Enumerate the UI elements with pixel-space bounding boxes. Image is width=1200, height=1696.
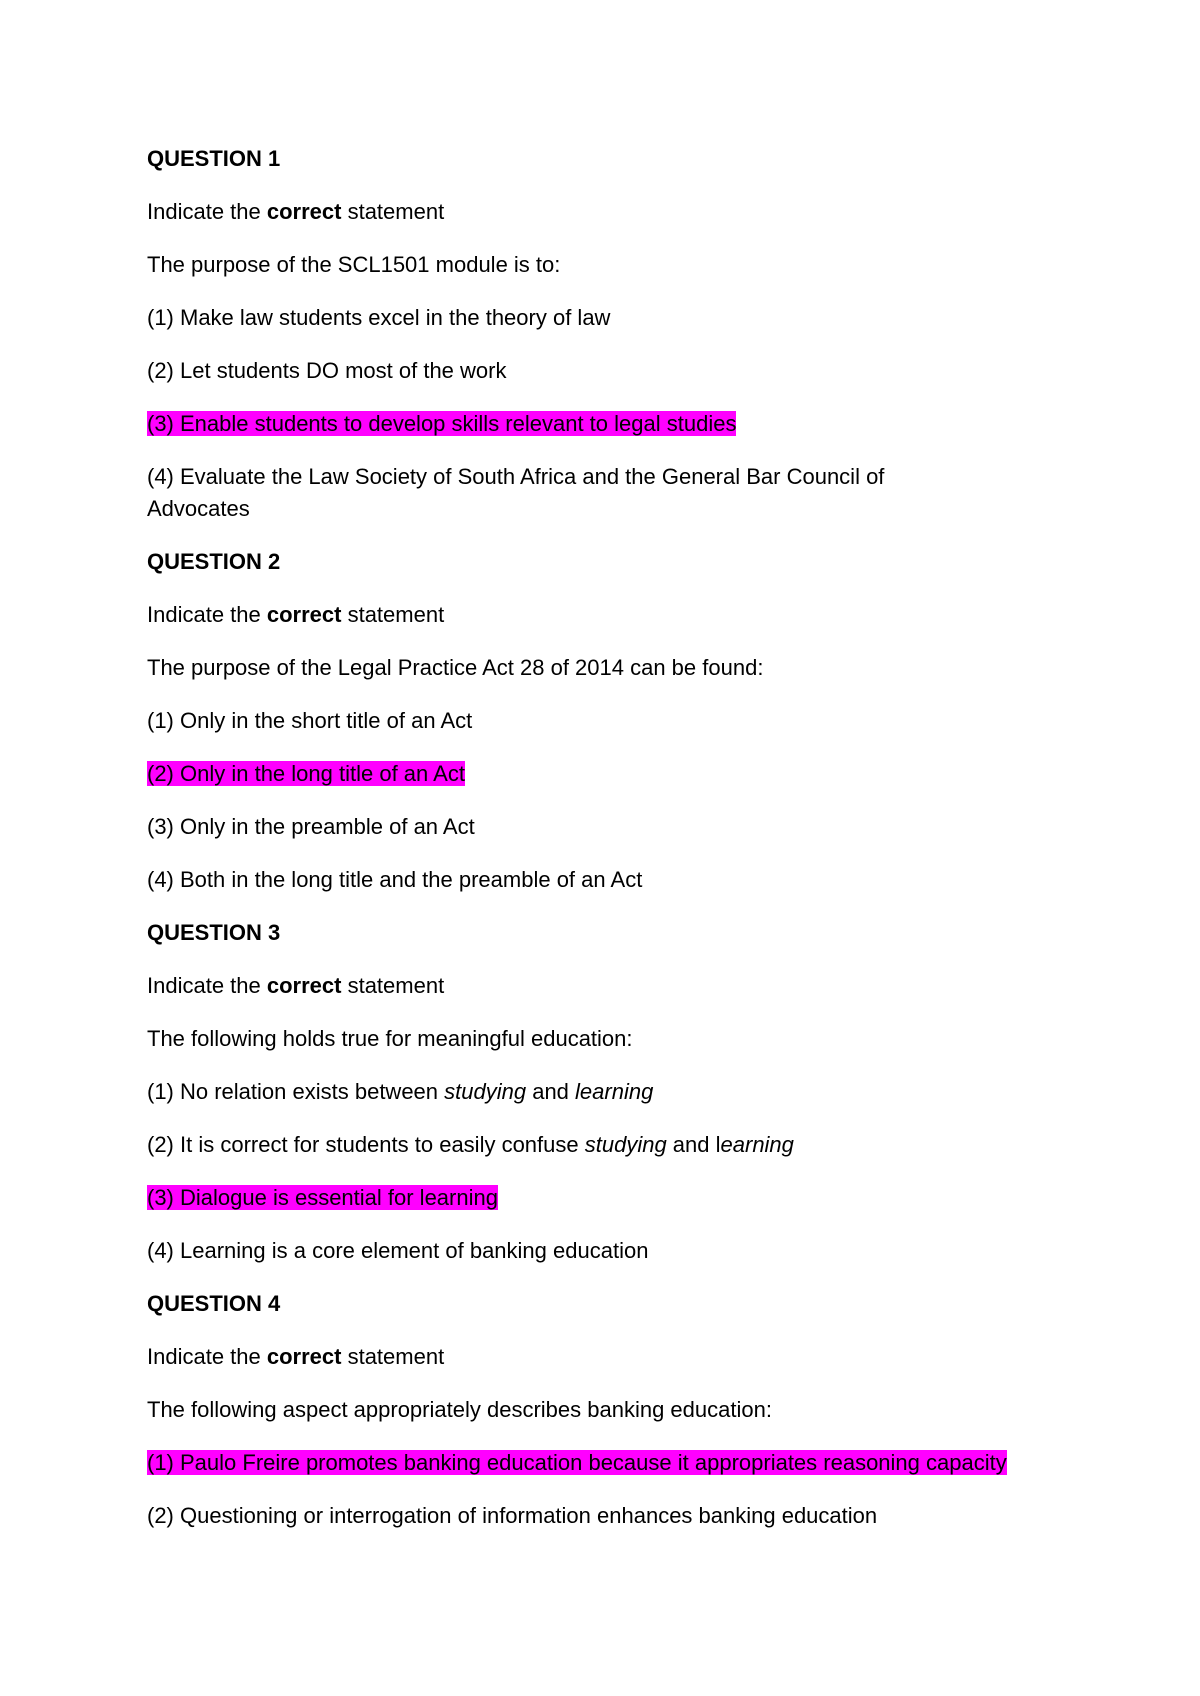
question-3-option-3: [147, 1182, 1007, 1214]
question-1-option-2: (2) Let students DO most of the work: [147, 358, 507, 383]
question-4-option-1: [147, 1447, 1017, 1479]
question-2-option-3: (3) Only in the preamble of an Act: [147, 814, 475, 839]
question-3-option-2: (2) It is correct for students to easily confuse studying and learning: [147, 1132, 794, 1157]
question-3-option-1: (1) No relation exists between studying and learning: [147, 1079, 654, 1104]
question-2-instruction: Indicate the correct statement: [147, 602, 445, 627]
correct-answer-highlight: (3) Enable students to develop skills relevant to legal studies: [147, 411, 737, 436]
question-1-heading: QUESTION 1: [147, 146, 281, 171]
question-3-stem: The following holds true for meaningful education:: [147, 1026, 633, 1051]
question-4-option-2: (2) Questioning or interrogation of information enhances banking education: [147, 1503, 878, 1528]
question-4-stem: The following aspect appropriately describes banking education:: [147, 1397, 772, 1422]
question-3-option-4: (4) Learning is a core element of banking education: [147, 1238, 649, 1263]
question-1-instruction: Indicate the correct statement: [147, 199, 445, 224]
question-3-heading: QUESTION 3: [147, 920, 281, 945]
question-2-option-4: (4) Both in the long title and the preamble of an Act: [147, 867, 643, 892]
question-4-instruction: Indicate the correct statement: [147, 1344, 445, 1369]
question-1-option-1: (1) Make law students excel in the theory of law: [147, 305, 611, 330]
correct-answer-highlight: (1) Paulo Freire promotes banking education because it appropriates reasoning capacity: [147, 1450, 1007, 1475]
question-2-option-1: (1) Only in the short title of an Act: [147, 708, 473, 733]
correct-answer-highlight: (3) Dialogue is essential for learning: [147, 1185, 498, 1210]
question-1-option-4: (4) Evaluate the Law Society of South Africa and the General Bar Council of Advocates: [147, 464, 885, 521]
question-2-stem: The purpose of the Legal Practice Act 28 of 2014 can be found:: [147, 655, 764, 680]
correct-answer-highlight: (2) Only in the long title of an Act: [147, 761, 465, 786]
document-content: [147, 143, 1007, 1553]
question-1-stem: The purpose of the SCL1501 module is to:: [147, 252, 561, 277]
question-4-heading: QUESTION 4: [147, 1291, 281, 1316]
question-2-heading: QUESTION 2: [147, 549, 281, 574]
question-3-instruction: Indicate the correct statement: [147, 973, 445, 998]
question-1-option-3: [147, 408, 1007, 440]
question-2-option-2: [147, 758, 1007, 790]
